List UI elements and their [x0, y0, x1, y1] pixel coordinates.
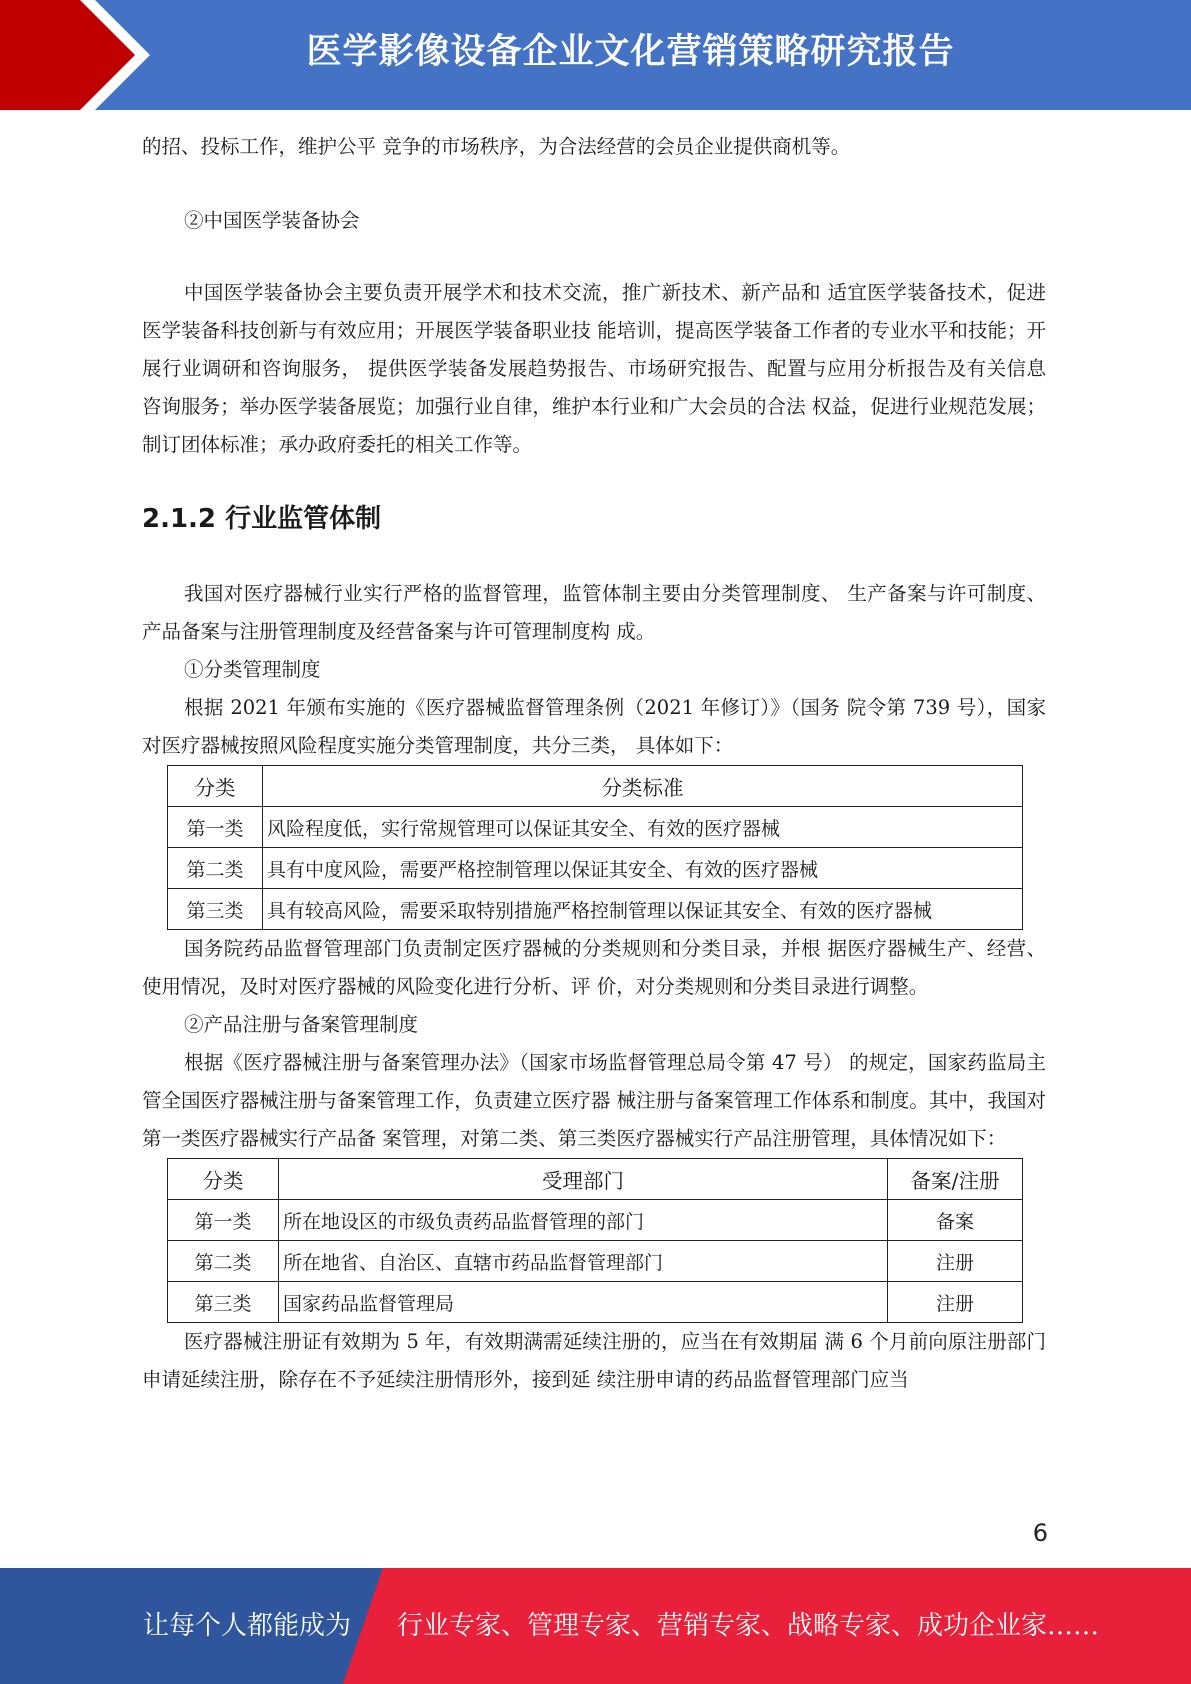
paragraph: 根据《医疗器械注册与备案管理办法》（国家市场监督管理总局令第 47 号） 的规定，国家药监局主管全国医疗器械注册与备案管理工作，负责建立医疗器 械注册与备案管理工作体系和制度。其中，我国对第一类医疗器械实行产品备 案管理，对第二类、第三类医疗器械实行产品注册管理，具体情况如下：: [142, 1051, 1046, 1150]
table-row: [168, 848, 1023, 889]
table-cell: 第一类: [168, 807, 263, 848]
table-cell: 第三类: [168, 889, 263, 930]
paragraph: 国务院药品监督管理部门负责制定医疗器械的分类规则和分类目录，并根 据医疗器械生产、经营、使用情况，及时对医疗器械的风险变化进行分析、评 价，对分类规则和分类目录进行调整。: [142, 937, 1046, 998]
table-cell: 国家药品监督管理局: [279, 1282, 888, 1323]
page-number: 6: [1032, 1519, 1048, 1547]
table-header-row: [168, 1159, 1023, 1200]
table-cell: 具有中度风险，需要严格控制管理以保证其安全、有效的医疗器械: [263, 848, 1023, 889]
table-cell: 第二类: [168, 1241, 279, 1282]
table-cell: 所在地设区的市级负责药品监督管理的部门: [279, 1200, 888, 1241]
table-cell: 具有较高风险，需要采取特别措施严格控制管理以保证其安全、有效的医疗器械: [263, 889, 1023, 930]
table-row: [168, 807, 1023, 848]
footer-slogan-right: 行业专家、管理专家、营销专家、战略专家、成功企业家……: [397, 1611, 1100, 1641]
page-header: [0, 0, 1191, 110]
table-header-cell: 备案/注册: [888, 1159, 1023, 1200]
page-content: [142, 128, 1046, 1399]
table-row: [168, 1200, 1023, 1241]
page-footer: [0, 1568, 1191, 1684]
table-cell: 第三类: [168, 1282, 279, 1323]
table-cell: 风险程度低，实行常规管理可以保证其安全、有效的医疗器械: [263, 807, 1023, 848]
subheading: ②产品注册与备案管理制度: [184, 1013, 419, 1036]
table-header-row: [168, 766, 1023, 807]
table-header-cell: 分类标准: [263, 766, 1023, 807]
header-chevron-icon: [0, 0, 150, 110]
paragraph: 根据 2021 年颁布实施的《医疗器械监督管理条例（2021 年修订）》（国务 院令第 739 号），国家对医疗器械按照风险程度实施分类管理制度，共分三类， 具体如下：: [142, 696, 1046, 757]
classification-table: [167, 765, 1023, 930]
table-header-cell: 分类: [168, 1159, 279, 1200]
footer-slogan-left: 让每个人都能成为: [143, 1611, 352, 1641]
paragraph: 的招、投标工作，维护公平 竞争的市场秩序，为合法经营的会员企业提供商机等。: [142, 135, 851, 158]
table-cell: 备案: [888, 1200, 1023, 1241]
subheading: ①分类管理制度: [184, 658, 321, 681]
subheading: ②中国医学装备协会: [184, 209, 360, 232]
table-header-cell: 分类: [168, 766, 263, 807]
table-cell: 所在地省、自治区、直辖市药品监督管理部门: [279, 1241, 888, 1282]
report-title: 医学影像设备企业文化营销策略研究报告: [306, 32, 955, 72]
paragraph: 中国医学装备协会主要负责开展学术和技术交流，推广新技术、新产品和 适宜医学装备技术，促进医学装备科技创新与有效应用；开展医学装备职业技 能培训，提高医学装备工作者的专业水平和技能；开展行业调研和咨询服务， 提供医学装备发展趋势报告、市场研究报告、配置与应用分析报告及有关信息 咨询服务；举办医学装备展览；加强行业自律，维护本行业和广大会员的合法 权益，促进行业规范发展；制订团体标准；承办政府委托的相关工作等。: [142, 281, 1046, 456]
table-cell: 第一类: [168, 1200, 279, 1241]
table-row: [168, 1241, 1023, 1282]
table-row: [168, 889, 1023, 930]
section-title: 2.1.2 行业监管体制: [142, 504, 382, 534]
paragraph: 我国对医疗器械行业实行严格的监督管理，监管体制主要由分类管理制度、 生产备案与许可制度、产品备案与注册管理制度及经营备案与许可管理制度构 成。: [142, 582, 1046, 643]
paragraph: 医疗器械注册证有效期为 5 年，有效期满需延续注册的，应当在有效期届 满 6 个月前向原注册部门申请延续注册，除存在不予延续注册情形外，接到延 续注册申请的药品监督管理部门应当: [142, 1330, 1046, 1391]
registration-table: [167, 1158, 1023, 1323]
table-cell: 第二类: [168, 848, 263, 889]
table-cell: 注册: [888, 1282, 1023, 1323]
table-row: [168, 1282, 1023, 1323]
table-header-cell: 受理部门: [279, 1159, 888, 1200]
table-cell: 注册: [888, 1241, 1023, 1282]
